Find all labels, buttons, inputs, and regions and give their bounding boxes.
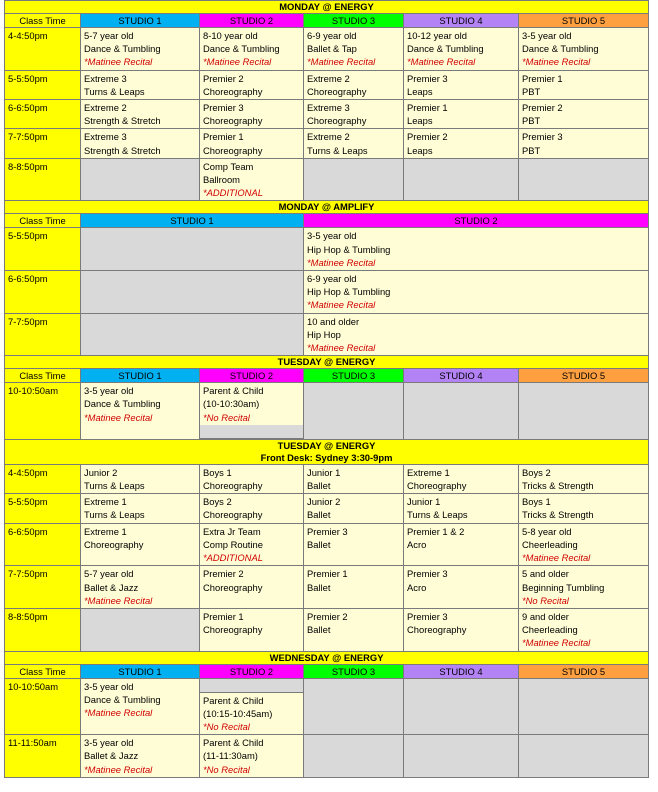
time-slot-row	[5, 313, 649, 356]
class-line: Ballet & Tap	[307, 43, 357, 55]
class-line: Extreme 3	[84, 131, 127, 143]
class-line: Extreme 1	[84, 525, 127, 537]
class-line: Extreme 2	[307, 131, 350, 143]
studio-header: STUDIO 4	[404, 14, 519, 28]
class-cell	[519, 129, 649, 158]
class-line: Choreography	[203, 85, 263, 97]
class-line: PBT	[522, 144, 541, 156]
class-line: Premier 1 & 2	[407, 525, 465, 537]
class-cell	[304, 464, 404, 493]
time-slot: 7-7:50pm	[5, 129, 81, 158]
class-cell	[304, 566, 404, 609]
class-cell	[519, 608, 649, 651]
time-slot-row	[5, 678, 649, 735]
class-cell	[81, 70, 200, 99]
empty-slot	[404, 678, 519, 735]
class-line: Junior 1	[407, 496, 441, 508]
class-line: Tricks & Strength	[522, 480, 594, 492]
recital-note: *Matinee Recital	[522, 637, 591, 649]
class-line: Extreme 3	[84, 72, 127, 84]
class-line: Premier 1	[522, 72, 563, 84]
day-title	[5, 1, 649, 14]
day-title	[5, 439, 649, 464]
class-cell	[200, 678, 304, 735]
time-slot-row	[5, 608, 649, 651]
studio-header: STUDIO 2	[200, 369, 304, 383]
empty-slot	[519, 735, 649, 778]
class-cell	[200, 464, 304, 493]
class-cell	[81, 383, 200, 440]
class-line: Comp Team	[203, 160, 254, 172]
class-line: Junior 2	[307, 496, 341, 508]
time-slot: 6-6:50pm	[5, 271, 81, 314]
class-line: 3-5 year old	[307, 230, 357, 242]
class-line: Cheerleading	[522, 538, 578, 550]
class-line: Ballroom	[203, 174, 240, 186]
class-cell	[81, 566, 200, 609]
empty-slot	[81, 271, 304, 314]
class-line: Ballet	[307, 538, 331, 550]
class-line: Premier 1	[203, 131, 244, 143]
class-line: Premier 3	[203, 102, 244, 114]
class-cell	[200, 523, 304, 566]
time-slot-row	[5, 129, 649, 158]
time-slot: 4-4:50pm	[5, 28, 81, 71]
class-cell	[200, 158, 304, 201]
class-line: Ballet	[307, 581, 331, 593]
class-cell	[519, 100, 649, 129]
class-time-header: Class Time	[5, 369, 81, 383]
class-line: Leaps	[407, 144, 433, 156]
studio-header-row	[5, 369, 649, 383]
class-line: Boys 1	[203, 466, 232, 478]
empty-slot	[404, 735, 519, 778]
class-line: Hip Hop & Tumbling	[307, 286, 391, 298]
class-cell	[404, 523, 519, 566]
time-slot: 4-4:50pm	[5, 464, 81, 493]
time-slot-row	[5, 158, 649, 201]
class-cell	[200, 100, 304, 129]
recital-note: *Matinee Recital	[84, 763, 153, 775]
class-cell	[304, 523, 404, 566]
class-line: Premier 2	[407, 131, 448, 143]
recital-note: *Matinee Recital	[522, 56, 591, 68]
class-line: Premier 3	[407, 610, 448, 622]
studio-header: STUDIO 1	[81, 369, 200, 383]
class-cell	[304, 70, 404, 99]
class-line: Boys 2	[203, 496, 232, 508]
class-line: 5-7 year old	[84, 30, 134, 41]
time-slot: 5-5:50pm	[5, 494, 81, 523]
class-cell	[81, 464, 200, 493]
class-cell	[200, 70, 304, 99]
recital-note: *Matinee Recital	[307, 342, 376, 354]
time-slot-row	[5, 494, 649, 523]
class-line: PBT	[522, 85, 541, 97]
class-line: 3-5 year old	[522, 30, 572, 41]
studio-header: STUDIO 4	[404, 664, 519, 678]
studio-header: STUDIO 2	[200, 14, 304, 28]
class-line: Tricks & Strength	[522, 509, 594, 521]
recital-note: *Matinee Recital	[522, 552, 591, 564]
class-line: Acro	[407, 581, 427, 593]
class-line: Comp Routine	[203, 538, 263, 550]
time-slot: 10-10:50am	[5, 383, 81, 440]
class-line: Boys 2	[522, 466, 551, 478]
studio-header: STUDIO 2	[304, 214, 649, 228]
class-line: Junior 2	[84, 466, 118, 478]
class-line: Dance & Tumbling	[203, 43, 280, 55]
class-line: Dance & Tumbling	[84, 398, 161, 410]
day-title-text: TUESDAY @ ENERGY	[277, 356, 376, 368]
time-slot-row	[5, 566, 649, 609]
class-cell	[200, 608, 304, 651]
class-cell	[200, 129, 304, 158]
recital-note: *No Recital	[203, 763, 250, 775]
class-line: 6-9 year old	[307, 273, 357, 285]
class-cell	[304, 608, 404, 651]
class-line: Cheerleading	[522, 624, 578, 636]
class-line: Choreography	[307, 115, 367, 127]
time-slot-row	[5, 100, 649, 129]
class-line: Extreme 1	[407, 466, 450, 478]
class-cell	[200, 735, 304, 778]
time-slot-row	[5, 735, 649, 778]
studio-header-row	[5, 14, 649, 28]
class-cell	[404, 100, 519, 129]
class-line: Extra Jr Team	[203, 525, 261, 537]
class-line: Acro	[407, 538, 427, 550]
time-slot-row	[5, 523, 649, 566]
class-line: Ballet	[307, 509, 331, 521]
class-line: Choreography	[203, 115, 263, 127]
time-slot-row	[5, 228, 649, 271]
class-line: Ballet	[307, 624, 331, 636]
class-line: 5 and older	[522, 568, 569, 580]
front-desk-note: Front Desk: Sydney 3:30-9pm	[260, 451, 393, 463]
class-line: Premier 3	[407, 72, 448, 84]
class-line: Ballet & Jazz	[84, 581, 139, 593]
class-line: Premier 3	[307, 525, 348, 537]
recital-note: *Matinee Recital	[307, 299, 376, 311]
schedule-body	[5, 1, 649, 778]
class-line: Choreography	[203, 624, 263, 636]
empty-slot	[404, 158, 519, 201]
time-slot: 7-7:50pm	[5, 566, 81, 609]
class-time-header: Class Time	[5, 214, 81, 228]
class-line: Extreme 2	[84, 102, 127, 114]
time-slot: 8-8:50pm	[5, 158, 81, 201]
class-line: Choreography	[203, 581, 263, 593]
studio-header: STUDIO 5	[519, 14, 649, 28]
studio-header: STUDIO 5	[519, 664, 649, 678]
class-cell	[81, 129, 200, 158]
class-line: 5-7 year old	[84, 568, 134, 580]
class-line: Strength & Stretch	[84, 144, 161, 156]
day-header-row	[5, 439, 649, 464]
class-line: (10-10:30am)	[203, 398, 260, 410]
empty-slot	[81, 228, 304, 271]
class-cell	[304, 228, 649, 271]
studio-header-row	[5, 664, 649, 678]
empty-slot	[81, 158, 200, 201]
class-line: Choreography	[203, 480, 263, 492]
time-slot: 6-6:50pm	[5, 100, 81, 129]
class-line: Turns & Leaps	[84, 480, 145, 492]
class-line: 3-5 year old	[84, 385, 134, 397]
recital-note: *ADDITIONAL	[203, 552, 263, 564]
class-line: Premier 2	[203, 568, 244, 580]
time-slot: 5-5:50pm	[5, 70, 81, 99]
time-slot: 10-10:50am	[5, 678, 81, 735]
class-line: Strength & Stretch	[84, 115, 161, 127]
class-cell	[81, 494, 200, 523]
day-title	[5, 651, 649, 664]
class-line: 8-10 year old	[203, 30, 258, 41]
class-line: Premier 1	[307, 568, 348, 580]
class-cell	[519, 464, 649, 493]
day-title-text: MONDAY @ ENERGY	[279, 1, 374, 12]
class-line: (10:15-10:45am)	[203, 707, 273, 719]
recital-note: *Matinee Recital	[84, 411, 153, 423]
class-cell	[200, 28, 304, 71]
class-line: Dance & Tumbling	[522, 43, 599, 55]
class-line: Hip Hop & Tumbling	[307, 243, 391, 255]
empty-slot	[304, 678, 404, 735]
class-line: 6-9 year old	[307, 30, 357, 41]
empty-slot	[81, 608, 200, 651]
day-title-text: TUESDAY @ ENERGY	[277, 439, 376, 451]
class-line: 10-12 year old	[407, 30, 467, 41]
empty-slot	[200, 425, 303, 439]
class-line: Ballet & Jazz	[84, 750, 139, 762]
class-line: Ballet	[307, 480, 331, 492]
class-cell	[81, 100, 200, 129]
time-slot: 6-6:50pm	[5, 523, 81, 566]
class-line: 10 and older	[307, 315, 360, 327]
class-cell	[404, 608, 519, 651]
day-title-text: WEDNESDAY @ ENERGY	[269, 651, 384, 663]
day-header-row	[5, 201, 649, 214]
class-cell	[404, 494, 519, 523]
studio-header: STUDIO 4	[404, 369, 519, 383]
studio-header: STUDIO 1	[81, 14, 200, 28]
class-line: Premier 1	[407, 102, 448, 114]
class-line: Premier 2	[203, 72, 244, 84]
class-cell	[519, 523, 649, 566]
class-line: Extreme 2	[307, 72, 350, 84]
class-line: Turns & Leaps	[407, 509, 468, 521]
class-cell	[404, 129, 519, 158]
class-time-header: Class Time	[5, 664, 81, 678]
class-cell	[304, 313, 649, 356]
recital-note: *No Recital	[522, 594, 569, 606]
class-line: Parent & Child	[203, 737, 264, 749]
studio-header: STUDIO 2	[200, 664, 304, 678]
class-line: Premier 2	[307, 610, 348, 622]
class-cell	[200, 383, 304, 440]
class-cell	[200, 494, 304, 523]
class-line: Choreography	[203, 144, 263, 156]
class-line: Dance & Tumbling	[84, 43, 161, 55]
time-slot-row	[5, 271, 649, 314]
class-line: Junior 1	[307, 466, 341, 478]
class-line: Extreme 3	[307, 102, 350, 114]
class-schedule-table	[4, 0, 649, 778]
class-cell	[81, 28, 200, 71]
recital-note: *Matinee Recital	[84, 56, 153, 68]
day-header-row	[5, 356, 649, 369]
class-cell	[519, 494, 649, 523]
class-line: Choreography	[203, 509, 263, 521]
empty-slot	[304, 383, 404, 440]
studio-header: STUDIO 3	[304, 14, 404, 28]
class-line: Leaps	[407, 85, 433, 97]
class-line: Turns & Leaps	[84, 509, 145, 521]
studio-header: STUDIO 3	[304, 664, 404, 678]
empty-slot	[519, 383, 649, 440]
class-cell	[81, 523, 200, 566]
time-slot-row	[5, 70, 649, 99]
recital-note: *Matinee Recital	[203, 56, 272, 68]
class-line: Leaps	[407, 115, 433, 127]
class-line: 3-5 year old	[84, 680, 134, 692]
day-header-row	[5, 1, 649, 14]
empty-slot	[304, 158, 404, 201]
class-cell	[200, 566, 304, 609]
empty-slot	[519, 158, 649, 201]
day-title	[5, 356, 649, 369]
class-line: Beginning Tumbling	[522, 581, 605, 593]
recital-note: *No Recital	[203, 411, 250, 423]
time-slot-row	[5, 28, 649, 71]
class-line: Parent & Child	[203, 694, 264, 706]
recital-note: *Matinee Recital	[307, 256, 376, 268]
class-line: Premier 3	[522, 131, 563, 143]
recital-note: *No Recital	[203, 720, 250, 732]
studio-header: STUDIO 3	[304, 369, 404, 383]
class-cell	[304, 271, 649, 314]
class-cell	[519, 566, 649, 609]
class-line: Premier 2	[522, 102, 563, 114]
class-line: 3-5 year old	[84, 737, 134, 749]
empty-slot	[304, 735, 404, 778]
day-title-text: MONDAY @ AMPLIFY	[278, 201, 375, 213]
class-cell	[404, 70, 519, 99]
class-line: Hip Hop	[307, 328, 341, 340]
empty-slot	[519, 678, 649, 735]
class-line: Dance & Tumbling	[84, 693, 161, 705]
class-cell	[519, 28, 649, 71]
class-line: Choreography	[84, 538, 144, 550]
time-slot: 5-5:50pm	[5, 228, 81, 271]
class-line: Parent & Child	[203, 385, 264, 397]
time-slot-row	[5, 383, 649, 440]
class-time-header: Class Time	[5, 14, 81, 28]
class-line: (11-11:30am)	[203, 750, 258, 762]
recital-note: *Matinee Recital	[307, 56, 376, 68]
class-cell	[519, 70, 649, 99]
class-cell	[304, 100, 404, 129]
class-cell	[81, 735, 200, 778]
class-line: Choreography	[307, 85, 367, 97]
class-line: Premier 1	[203, 610, 244, 622]
class-line: 9 and older	[522, 610, 569, 622]
class-cell	[304, 129, 404, 158]
class-line: Turns & Leaps	[307, 144, 368, 156]
studio-header: STUDIO 1	[81, 214, 304, 228]
recital-note: *ADDITIONAL	[203, 187, 263, 199]
studio-header: STUDIO 5	[519, 369, 649, 383]
class-cell	[81, 678, 200, 735]
class-cell	[304, 494, 404, 523]
class-line: Choreography	[407, 624, 467, 636]
class-cell	[404, 28, 519, 71]
class-cell	[404, 566, 519, 609]
class-line: Boys 1	[522, 496, 551, 508]
class-info	[200, 383, 303, 425]
class-line: PBT	[522, 115, 541, 127]
class-info	[200, 693, 303, 735]
time-slot: 8-8:50pm	[5, 608, 81, 651]
class-line: 5-8 year old	[522, 525, 572, 537]
empty-slot	[81, 313, 304, 356]
recital-note: *Matinee Recital	[84, 594, 153, 606]
time-slot: 7-7:50pm	[5, 313, 81, 356]
time-slot: 11-11:50am	[5, 735, 81, 778]
class-line: Turns & Leaps	[84, 85, 145, 97]
class-line: Premier 3	[407, 568, 448, 580]
class-line: Extreme 1	[84, 496, 127, 508]
recital-note: *Matinee Recital	[407, 56, 476, 68]
class-cell	[304, 28, 404, 71]
day-title	[5, 201, 649, 214]
studio-header-row	[5, 214, 649, 228]
studio-header: STUDIO 1	[81, 664, 200, 678]
class-line: Choreography	[407, 480, 467, 492]
class-line: Dance & Tumbling	[407, 43, 484, 55]
time-slot-row	[5, 464, 649, 493]
day-header-row	[5, 651, 649, 664]
class-cell	[404, 464, 519, 493]
empty-slot	[404, 383, 519, 440]
empty-slot	[200, 679, 303, 693]
recital-note: *Matinee Recital	[84, 706, 153, 718]
